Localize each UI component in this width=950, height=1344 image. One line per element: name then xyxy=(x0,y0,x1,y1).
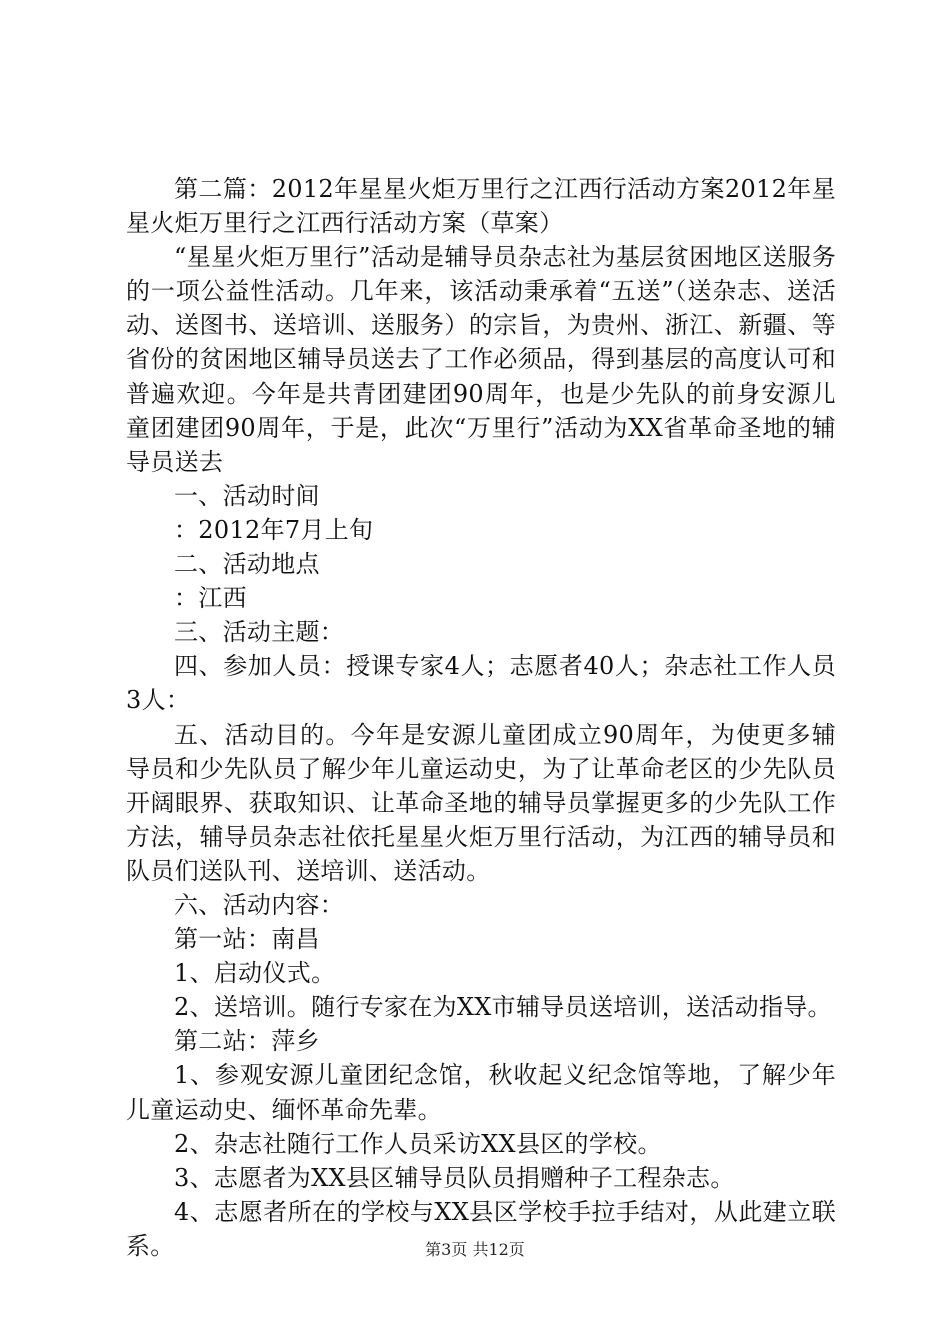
stop-one-item: 1、启动仪式。 xyxy=(174,959,336,988)
item-activity-location-value: ：江西 xyxy=(174,584,247,613)
stop-two-item: 2、杂志社随行工作人员采访XX县区的学校。 xyxy=(174,1129,662,1158)
item-participants: 四、参加人员：授课专家4人；志愿者40人；杂志社工作人员3人： xyxy=(126,652,836,715)
stop-two-heading: 第二站：萍乡 xyxy=(174,1027,320,1056)
item-purpose: 五、活动目的。今年是安源儿童团成立90周年，为使更多辅导员和少先队员了解少年儿童运动史，为了让革命老区的少先队员开阔眼界、获取知识、让革命圣地的辅导员掌握更多的少先队工作方法，辅导员杂志社依托星星火炬万里行活动，为江西的辅导员和队员们送队刊、送培训、送活动。 xyxy=(126,720,836,885)
item-activity-theme: 三、活动主题： xyxy=(174,618,345,647)
stop-two-item: 1、参观安源儿童团纪念馆，秋收起义纪念馆等地，了解少年儿童运动史、缅怀革命先辈。 xyxy=(126,1061,836,1124)
stop-two-item: 4、志愿者所在的学校与XX县区学校手拉手结对，从此建立联系。 xyxy=(126,1197,836,1260)
item-activity-time: 一、活动时间 xyxy=(174,481,320,510)
item-activity-time-value: ：2012年7月上旬 xyxy=(174,515,374,544)
page-number-footer: 第3页 共12页 xyxy=(425,1240,525,1259)
intro-paragraph: “星星火炬万里行”活动是辅导员杂志社为基层贫困地区送服务的一项公益性活动。几年来，该活动秉承着“五送”（送杂志、送活动、送图书、送培训、送服务）的宗旨，为贵州、浙江、新疆、等省份的贫困地区辅导员送去了工作必须品，得到基层的高度认可和普遍欢迎。今年是共青团建团90周年，也是少先队的前身安源儿童团建团90周年，于是，此次“万里行”活动为XX省革命圣地的辅导员送去 xyxy=(126,243,836,476)
stop-one-heading: 第一站：南昌 xyxy=(174,925,320,954)
document-body xyxy=(126,172,836,1263)
stop-one-item: 2、送培训。随行专家在为XX市辅导员送培训，送活动指导。 xyxy=(174,993,832,1022)
section-heading: 第二篇：2012年星星火炬万里行之江西行活动方案2012年星星火炬万里行之江西行活动方案（草案） xyxy=(126,175,836,238)
item-activity-location: 二、活动地点 xyxy=(174,550,320,579)
stop-two-item: 3、志愿者为XX县区辅导员队员捐赠种子工程杂志。 xyxy=(174,1163,735,1192)
item-content: 六、活动内容： xyxy=(174,890,345,919)
